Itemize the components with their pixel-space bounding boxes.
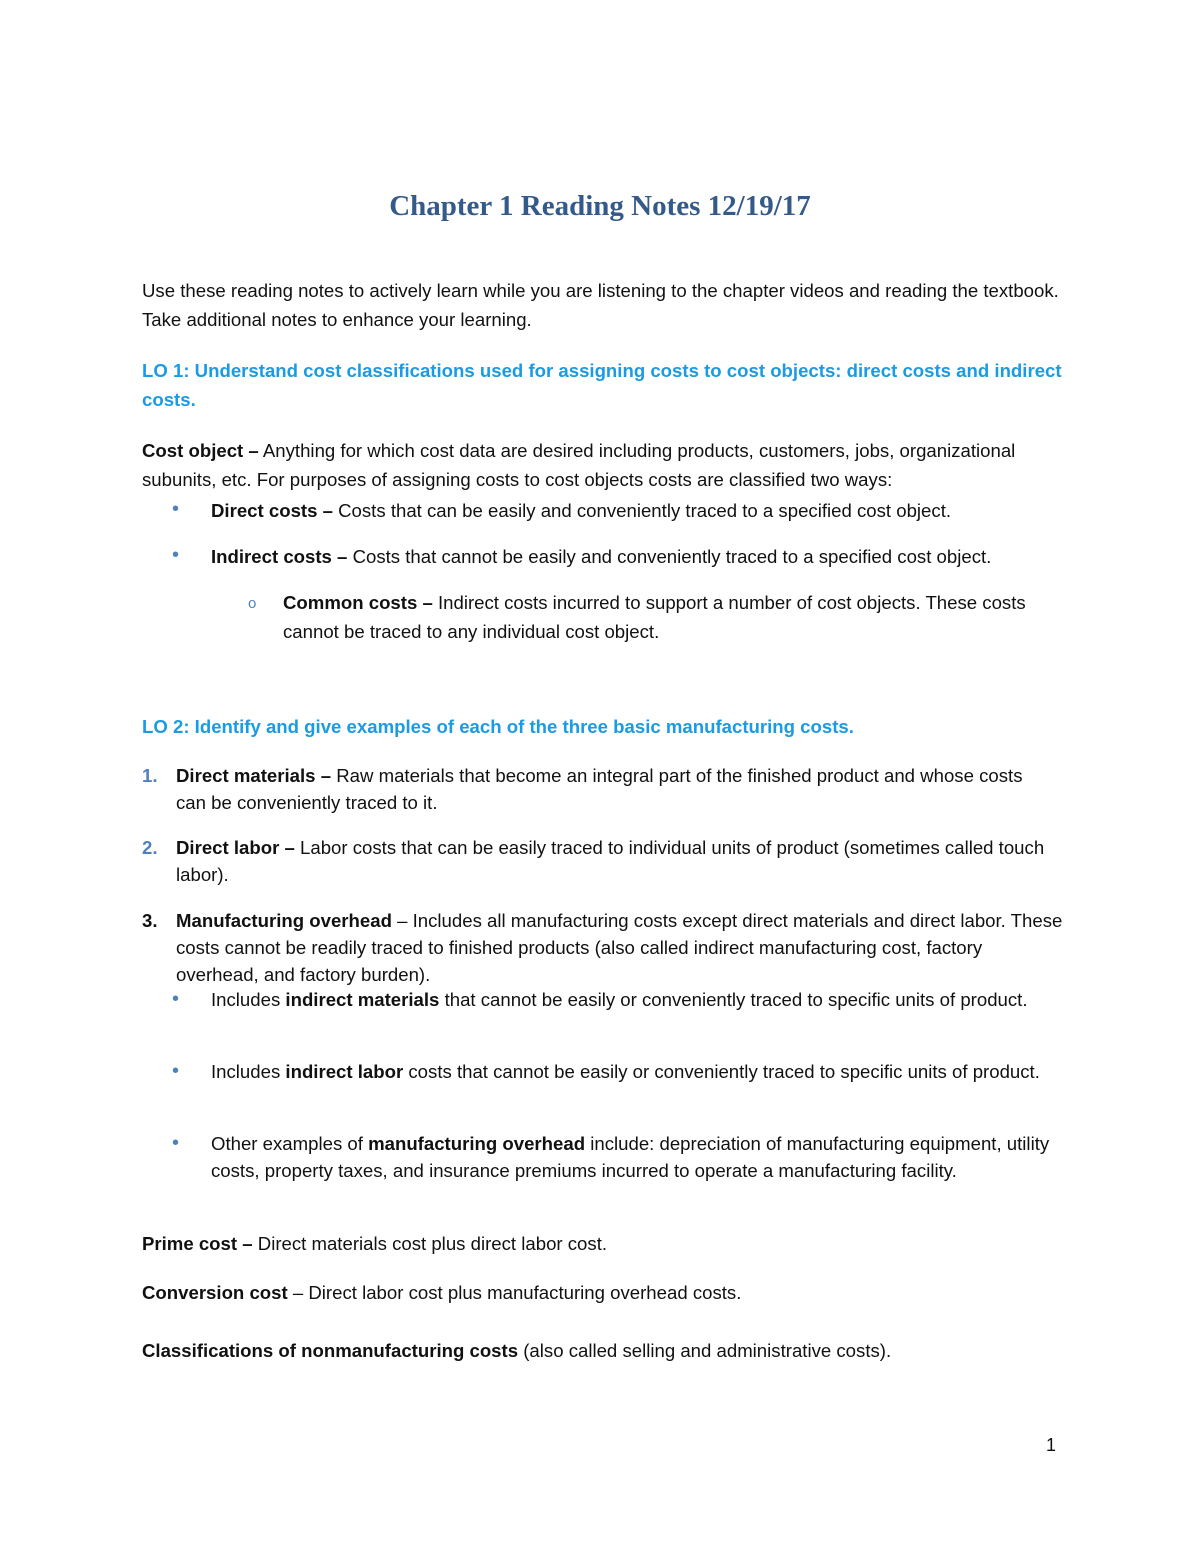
circle-bullet-icon: o (248, 595, 257, 612)
nonmanufacturing-costs-heading (142, 1336, 1062, 1365)
other-overhead-pre: Other examples of (211, 1133, 369, 1154)
page-title: Chapter 1 Reading Notes 12/19/17 (389, 190, 811, 222)
other-overhead-examples-item (211, 1130, 1061, 1184)
lo1-heading: LO 1: Understand cost classifications used for assigning costs to cost objects: direct costs and indirect costs. (142, 360, 1062, 410)
direct-materials-item (176, 762, 1056, 816)
page-number: 1 (1046, 1435, 1057, 1455)
cost-object-term: Cost object – (142, 440, 259, 461)
bullet-icon: • (172, 1132, 180, 1154)
indirect-materials-pre: Includes (211, 989, 286, 1010)
lo2-heading: LO 2: Identify and give examples of each of the three basic manufacturing costs. (142, 716, 854, 737)
prime-cost-term: Prime cost – (142, 1233, 253, 1254)
direct-materials-term: Direct materials – (176, 765, 332, 786)
indirect-labor-post: costs that cannot be easily or conveniently traced to specific units of product. (403, 1061, 1040, 1082)
manufacturing-overhead-term: Manufacturing overhead (176, 910, 392, 931)
common-costs-text: Indirect costs incurred to support a number of cost objects. These costs cannot be traced to any individual cost object. (283, 592, 1026, 642)
prime-cost-definition (142, 1229, 1062, 1258)
conversion-cost-text: – Direct labor cost plus manufacturing overhead costs. (287, 1282, 742, 1303)
indirect-costs-term: Indirect costs – (211, 546, 348, 567)
bullet-icon: • (172, 1060, 180, 1082)
nonmanufacturing-costs-text: (also called selling and administrative costs). (518, 1340, 892, 1361)
common-costs-term: Common costs – (283, 592, 433, 613)
indirect-materials-item (211, 986, 1041, 1013)
indirect-costs-text: Costs that cannot be easily and conveniently traced to a specified cost object. (347, 546, 992, 567)
list-number: 3. (142, 910, 158, 931)
manufacturing-overhead-text: – Includes all manufacturing costs except direct materials and direct labor. These costs cannot be readily traced to finished products (also called indirect manufacturing cost, factory overhead, and factory burden). (176, 910, 1063, 985)
other-overhead-post: include: depreciation of manufacturing equipment, utility costs, property taxes, and insurance premiums incurred to operate a manufacturing facility. (211, 1133, 1050, 1181)
other-overhead-term: manufacturing overhead (368, 1133, 586, 1154)
direct-costs-term: Direct costs – (211, 500, 333, 521)
indirect-labor-item (211, 1058, 1041, 1085)
indirect-labor-pre: Includes (211, 1061, 286, 1082)
intro-paragraph: Use these reading notes to actively learn while you are listening to the chapter videos and reading the textbook. Take additional notes to enhance your learning. (142, 280, 1059, 330)
direct-costs-text: Costs that can be easily and conveniently traced to a specified cost object. (332, 500, 952, 521)
bullet-icon: • (172, 498, 180, 520)
manufacturing-overhead-item (176, 907, 1066, 988)
list-number: 2. (142, 837, 158, 858)
bullet-icon: • (172, 988, 180, 1010)
indirect-materials-term: indirect materials (285, 989, 440, 1010)
common-costs-item (283, 588, 1063, 646)
cost-object-definition (142, 436, 1062, 494)
nonmanufacturing-costs-term: Classifications of nonmanufacturing costs (142, 1340, 519, 1361)
direct-costs-item (211, 496, 1061, 525)
bullet-icon: • (172, 544, 180, 566)
conversion-cost-definition (142, 1278, 1062, 1307)
indirect-labor-term: indirect labor (285, 1061, 404, 1082)
conversion-cost-term: Conversion cost (142, 1282, 288, 1303)
list-number: 1. (142, 765, 158, 786)
indirect-materials-post: that cannot be easily or conveniently traced to specific units of product. (439, 989, 1028, 1010)
cost-object-text: Anything for which cost data are desired including products, customers, jobs, organizational subunits, etc. For purposes of assigning costs to cost objects costs are classified two ways: (142, 440, 1016, 490)
direct-materials-text: Raw materials that become an integral part of the finished product and whose costs can be conveniently traced to it. (176, 765, 1023, 813)
direct-labor-term: Direct labor – (176, 837, 295, 858)
direct-labor-item (176, 834, 1056, 888)
indirect-costs-item (211, 542, 1061, 571)
direct-labor-text: Labor costs that can be easily traced to individual units of product (sometimes called touch labor). (176, 837, 1045, 885)
prime-cost-text: Direct materials cost plus direct labor cost. (252, 1233, 608, 1254)
